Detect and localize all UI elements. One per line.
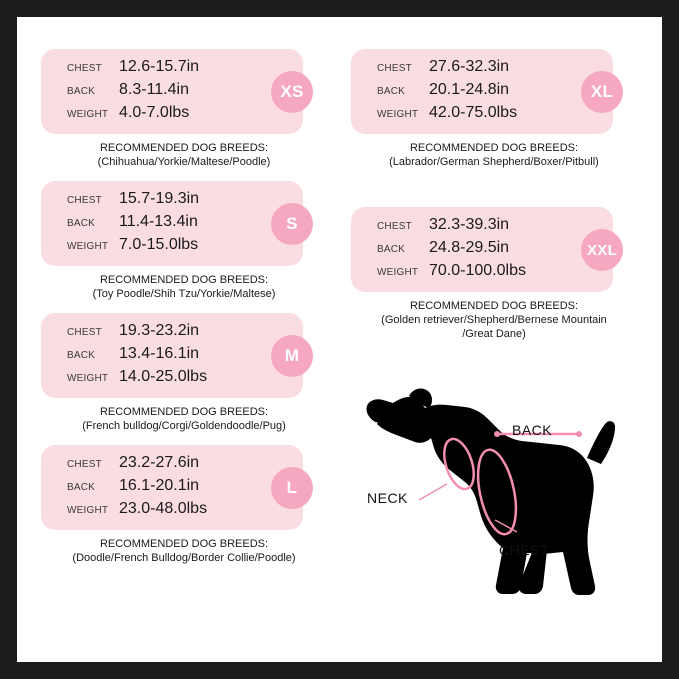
size-badge-m: M [271, 335, 313, 377]
size-card-xxl [351, 207, 618, 292]
measurement-value: 19.3-23.2in [119, 322, 200, 339]
label-neck: NECK [367, 490, 408, 506]
measurement-value: 27.6-32.3in [429, 58, 510, 75]
measurement-value: 16.1-20.1in [119, 477, 200, 494]
measurement-row [351, 262, 613, 285]
measurement-row [41, 190, 303, 213]
measurement-value: 23.0-48.0lbs [119, 500, 208, 517]
size-card-xl [351, 49, 613, 134]
measurement-row [41, 454, 303, 477]
measurement-row [41, 500, 303, 523]
measurement-value: 7.0-15.0lbs [119, 236, 199, 253]
measurement-value: 20.1-24.8in [429, 81, 510, 98]
size-badge-xxl: XXL [581, 229, 623, 271]
size-chart-page [17, 17, 662, 662]
breeds-xl [339, 141, 649, 169]
size-block-m [29, 313, 339, 433]
measurement-label: CHEST [377, 63, 412, 74]
measurement-label: BACK [67, 218, 96, 229]
label-chest: CHEST [499, 542, 549, 558]
size-card-xs [41, 49, 303, 134]
breeds-m [29, 405, 339, 433]
measurement-row [351, 58, 613, 81]
measurement-value: 70.0-100.0lbs [429, 262, 526, 279]
measurement-value: 42.0-75.0lbs [429, 104, 518, 121]
measurement-label: WEIGHT [67, 373, 109, 384]
measurement-row [351, 239, 613, 262]
measurement-label: WEIGHT [67, 241, 109, 252]
measurement-value: 15.7-19.3in [119, 190, 200, 207]
measurement-row [41, 104, 303, 127]
measurement-value: 24.8-29.5in [429, 239, 510, 256]
measurement-value: 12.6-15.7in [119, 58, 200, 75]
measurement-label: CHEST [67, 63, 102, 74]
size-badge-l: L [271, 467, 313, 509]
measurement-row [41, 477, 303, 500]
size-card-l [41, 445, 303, 530]
measurement-row [41, 81, 303, 104]
measurement-row [41, 368, 303, 391]
breeds-line: (Labrador/German Shepherd/Boxer/Pitbull) [389, 156, 599, 168]
breeds-s [29, 273, 339, 301]
measurement-row [41, 345, 303, 368]
measurement-label: WEIGHT [377, 267, 419, 278]
measurement-value: 8.3-11.4in [119, 81, 189, 98]
breeds-xxl [339, 299, 649, 341]
breeds-title: RECOMMENDED DOG BREEDS: [99, 274, 269, 286]
measurement-row [351, 216, 613, 239]
measurement-row [351, 104, 613, 127]
size-block-s [29, 181, 339, 301]
measurement-label: WEIGHT [67, 109, 109, 120]
size-badge-xl: XL [581, 71, 623, 113]
measurement-label: BACK [67, 482, 96, 493]
back-measure-end [576, 431, 582, 437]
measurement-row [41, 236, 303, 259]
measurement-label: CHEST [67, 327, 102, 338]
breeds-line: (French bulldog/Corgi/Goldendoodle/Pug) [82, 420, 286, 432]
measurement-label: BACK [67, 86, 96, 97]
breeds-title: RECOMMENDED DOG BREEDS: [409, 142, 579, 154]
measurement-row [41, 322, 303, 345]
measurement-label: CHEST [377, 221, 412, 232]
breeds-line: (Golden retriever/Shepherd/Bernese Mountain [381, 314, 607, 326]
breeds-l [29, 537, 339, 565]
breeds-xs [29, 141, 339, 169]
label-back: BACK [512, 422, 553, 438]
size-block-xs [29, 49, 339, 169]
size-card-m [41, 313, 303, 398]
dog-measurement-diagram [347, 372, 657, 637]
size-card-s [41, 181, 303, 266]
breeds-title: RECOMMENDED DOG BREEDS: [409, 300, 579, 312]
measurement-label: BACK [377, 244, 406, 255]
measurement-row [41, 213, 303, 236]
breeds-line: (Doodle/French Bulldog/Border Collie/Poodle) [72, 552, 296, 564]
measurement-value: 32.3-39.3in [429, 216, 510, 233]
size-column-left [29, 49, 339, 577]
size-column-right [339, 49, 649, 353]
breeds-line: (Toy Poodle/Shih Tzu/Yorkie/Maltese) [92, 288, 276, 300]
measurement-value: 13.4-16.1in [119, 345, 200, 362]
size-block-xl [339, 49, 649, 169]
measurement-label: CHEST [67, 459, 102, 470]
measurement-value: 14.0-25.0lbs [119, 368, 208, 385]
measurement-label: WEIGHT [67, 505, 109, 516]
measurement-value: 11.4-13.4in [119, 213, 198, 230]
breeds-line: (Chihuahua/Yorkie/Maltese/Poodle) [97, 156, 271, 168]
measurement-label: WEIGHT [377, 109, 419, 120]
breeds-title: RECOMMENDED DOG BREEDS: [99, 406, 269, 418]
measurement-row [41, 58, 303, 81]
measurement-value: 23.2-27.6in [119, 454, 200, 471]
size-block-l [29, 445, 339, 565]
measurement-row [351, 81, 613, 104]
back-measure-start [494, 431, 500, 437]
neck-leader-line [419, 484, 447, 500]
size-badge-xs: XS [271, 71, 313, 113]
size-block-xxl [339, 207, 649, 341]
breeds-title: RECOMMENDED DOG BREEDS: [99, 538, 269, 550]
measurement-label: BACK [377, 86, 406, 97]
size-badge-s: S [271, 203, 313, 245]
measurement-label: CHEST [67, 195, 102, 206]
measurement-label: BACK [67, 350, 96, 361]
breeds-line: /Great Dane) [462, 328, 526, 340]
breeds-title: RECOMMENDED DOG BREEDS: [99, 142, 269, 154]
measurement-value: 4.0-7.0lbs [119, 104, 190, 121]
